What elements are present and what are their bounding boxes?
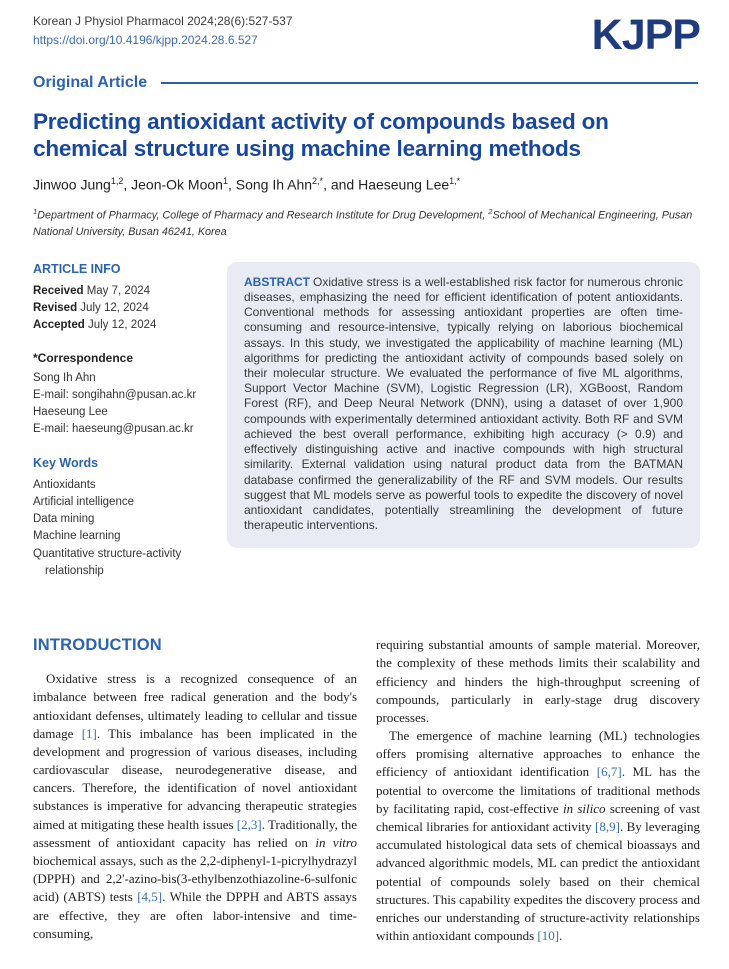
keyword-item: Antioxidants	[33, 478, 96, 491]
reference-citation[interactable]: [1]	[81, 725, 97, 741]
received-date	[33, 283, 213, 300]
article-info-sidebar	[33, 262, 227, 581]
correspondent-email: E-mail: haeseung@pusan.ac.kr	[33, 423, 194, 436]
abstract-box	[227, 262, 700, 548]
page-title: Predicting antioxidant activity of compounds based on chemical structure using machine learning methods	[33, 109, 609, 162]
correspondence-block	[33, 351, 213, 439]
reference-citation[interactable]: [4,5]	[137, 889, 163, 905]
revised-value: July 12, 2024	[77, 301, 149, 314]
article-type-row	[33, 74, 700, 92]
accepted-date	[33, 317, 213, 334]
revised-date	[33, 300, 213, 317]
correspondent-email: E-mail: songihahn@pusan.ac.kr	[33, 388, 197, 401]
article-type-divider	[161, 82, 698, 84]
article-info-heading: ARTICLE INFO	[33, 261, 121, 276]
revised-label: Revised	[33, 301, 78, 314]
abstract-text: Oxidative stress is a well-established risk factor for numerous chronic diseases, emphasizing the need for efficient identification of potent antioxidants. Conventional methods for assessing antioxidant properties are often time-consuming and resource-intensive, typically relying on laborious biochemical assays. In this study, we investigated the applicability of machine learning (ML) algorithms for predicting the antioxidant activity of compounds based solely on their molecular structure. We evaluated the performance of five ML algorithms, Support Vector Machine (SVM), Logistic Regression (LR), XGBoost, Random Forest (RF), and Deep Neural Network (DNN), using a dataset of over 1,900 compounds with experimentally determined antioxidant activity. Both RF and SVM achieved the best overall performance, exhibiting high accuracy (> 0.9) and effectively distinguishing active and inactive compounds with high structural similarity. External validation using natural product data from the BATMAN database confirmed the generalizability of the RF and SVM models. Our results suggest that ML models serve as powerful tools to expedite the discovery of novel antioxidant candidates, potentially streamlining the development of future therapeutic interventions.	[244, 274, 683, 533]
info-abstract-row	[33, 262, 700, 581]
keywords-list	[33, 477, 213, 581]
abstract-label: ABSTRACT	[244, 274, 310, 289]
page-header	[33, 12, 700, 57]
citation-block	[33, 12, 293, 49]
keyword-item: Machine learning	[33, 530, 121, 543]
body-columns	[33, 636, 700, 945]
article-type-label: Original Article	[33, 74, 148, 91]
affiliation-line: $^1$Department of Pharmacy, College of Pharmacy and Research Institute for Drug Development, $^2$School of Mechanical Engineering, Pusan National University, Busan 46241, Korea	[33, 206, 693, 238]
intro-paragraph-1-continued: requiring substantial amounts of sample material. Moreover, the complexity of these methods limits their scalability and efficiency and hinders the high-throughput screening of compounds, particularly in early-stage drug discovery processes.	[376, 637, 700, 725]
doi-link[interactable]: https://doi.org/10.4196/kjpp.2024.28.6.527	[33, 32, 258, 47]
intro-paragraph-2: The emergence of machine learning (ML) technologies offers promising alternative approaches to enhance the efficiency of antioxidant identification [6,7]. ML has the potential to overcome the limitations of traditional methods by facilitating rapid, cost-effective in silico screening of vast chemical libraries for antioxidant activity [8,9]. By leveraging accumulated histological data sets of chemical bioassays and advanced algorithmic models, ML can predict the antioxidant potential of compounds solely based on their chemical structures. This capability expedites the discovery process and enriches our understanding of structure-activity relationships within antioxidant compounds [10].	[376, 728, 700, 944]
reference-citation[interactable]: [2,3]	[236, 816, 262, 832]
introduction-heading: INTRODUCTION	[33, 636, 162, 655]
journal-citation: Korean J Physiol Pharmacol 2024;28(6):527-537	[33, 14, 293, 28]
correspondent-name: Song Ih Ahn	[33, 371, 96, 384]
reference-citation[interactable]: [6,7]	[596, 764, 622, 780]
keyword-item: Data mining	[33, 513, 95, 526]
accepted-label: Accepted	[33, 318, 85, 331]
intro-paragraph-1: Oxidative stress is a recognized consequence of an imbalance between free radical generation and the body's antioxidant defenses, ultimately leading to cellular and tissue damage [1]. This imbalance has been implicated in the development and progression of various diseases, including cardiovascular disease, neurodegenerative disease, and cancers. Therefore, the identification of novel antioxidant substances is imperative for advancing therapeutic strategies aimed at mitigating these health issues [2,3]. Traditionally, the assessment of antioxidant capacity has relied on in vitro biochemical assays, such as the 2,2-diphenyl-1-picrylhydrazyl (DPPH) and 2,2'-azino-bis(3-ethylbenzothiazoline-6-sulfonic acid) (ABTS) tests [4,5]. While the DPPH and ABTS assays are effective, they are often labor-intensive and time-consuming,	[33, 671, 357, 941]
journal-logo: KJPP	[591, 11, 700, 59]
reference-citation[interactable]: [8,9]	[595, 819, 620, 835]
keywords-heading: Key Words	[33, 455, 99, 470]
keyword-item: Quantitative structure-activity relationship	[33, 547, 182, 577]
accepted-value: July 12, 2024	[84, 318, 157, 331]
keywords-block	[33, 456, 213, 581]
received-label: Received	[33, 284, 84, 297]
reference-citation[interactable]: [10]	[537, 928, 560, 944]
right-column	[376, 636, 700, 945]
correspondence-heading: *Correspondence	[33, 350, 134, 365]
left-column	[33, 636, 357, 945]
keyword-item: Artificial intelligence	[33, 495, 134, 508]
received-value: May 7, 2024	[83, 284, 150, 297]
correspondent-name: Haeseung Lee	[33, 406, 108, 419]
authors-line: Jinwoo Jung$^{1,2}$, Jeon-Ok Moon$^1$, Song Ih Ahn$^{2,*}$, and Haeseung Lee$^{1,*}$	[33, 175, 461, 193]
